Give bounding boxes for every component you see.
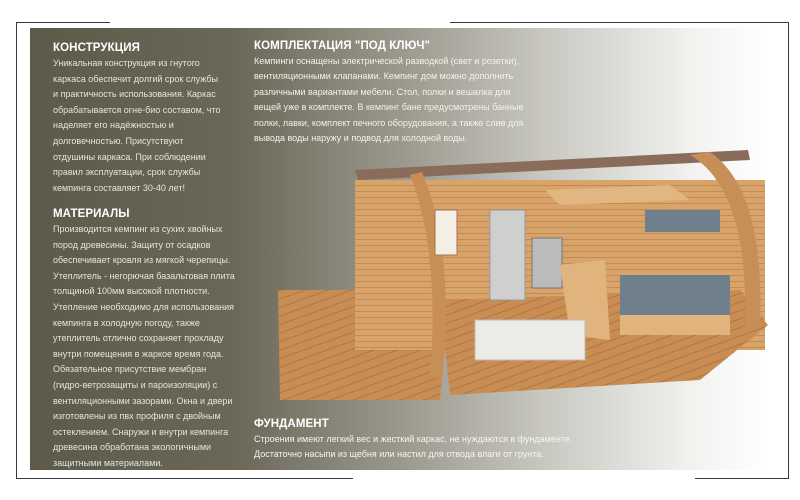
- frame-line-left: [16, 22, 17, 478]
- frame-line-top-left: [16, 22, 110, 23]
- section-title: ФУНДАМЕНТ: [254, 418, 329, 430]
- section-materials: [53, 208, 238, 472]
- upper-bed: [645, 210, 720, 232]
- frame-line-bottom-left: [16, 478, 353, 479]
- window: [435, 210, 457, 255]
- section-text: Уникальная конструкция из гнутого каркаса обеспечит долгий срок службы и практичность использования. Каркас обрабатывается огне-био составом, что наделяет его надёжностью и долговечностью. Присутствуют отдушины каркаса. При соблюдении правил эксплуатации, срок службы кемпинга составляет 30-40 лет!: [53, 58, 221, 193]
- section-title: МАТЕРИАЛЫ: [53, 208, 130, 220]
- frame-line-top-right: [450, 22, 788, 23]
- bed-base: [620, 315, 730, 335]
- section-text: Производится кемпинг из сухих хвойных пород древесины. Защиту от осадков обеспечивает кровля из мягкой черепицы. Утеплитель - негорючая базальтовая плита толщиной 100мм высокой плотности. Утепление необходимо для использования кемпинга в холодную погоду, также утеплитель отлично сохраняет прохладу внутри помещения в жаркое время года. Обязательное присутствие мембран (гидро-ветрозащиты и пароизоляции) с вентиляционными зазорами. Окна и двери изготовлены из пвх профиля с двойным остеклением. Снаружи и внутри кемпинга древесина обработана экологичными защитными материалами.: [53, 224, 235, 468]
- section-title: КОМПЛЕКТАЦИЯ "ПОД КЛЮЧ": [254, 40, 431, 52]
- section-construction: [53, 42, 223, 196]
- camping-house-illustration: [270, 150, 770, 405]
- stove: [532, 238, 562, 288]
- frame-line-right: [788, 22, 789, 478]
- section-title: КОНСТРУКЦИЯ: [53, 42, 141, 54]
- section-foundation: [254, 418, 614, 462]
- sofa: [475, 320, 585, 360]
- frame-line-bottom-right: [695, 478, 789, 479]
- section-text: Строения имеют легкий вес и жесткий каркас, не нуждаются в фундаменте. Достаточно насыпи из щебня или настил для отвода влаги от грунта.: [254, 434, 573, 459]
- section-turnkey: [254, 40, 524, 146]
- bed: [620, 275, 730, 320]
- fridge: [490, 210, 525, 300]
- section-text: Кемпинги оснащены электрической разводкой (свет и розетки), вентиляционными клапанами. Кемпинг дом можно дополнить различными вариантами мебели. Стол, полки и вешалка для вещей уже в комплекте. В кемпинг бане предусмотрены банные полки, лавки, комплект печного оборудования, а также слив для вывода воды наружу и подвод для холодной воды.: [254, 56, 524, 144]
